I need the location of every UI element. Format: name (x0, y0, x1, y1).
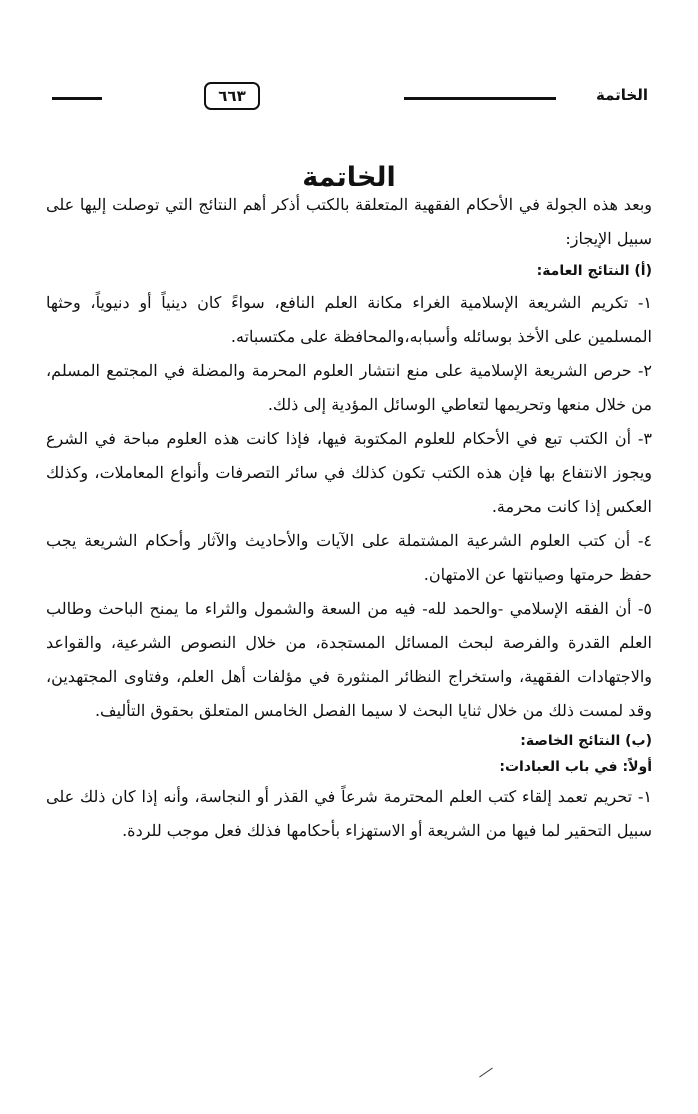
header-rule-right (404, 97, 556, 100)
general-result-1: ١- تكريم الشريعة الإسلامية الغراء مكانة العلم النافع، سواءً كان دينياً أو دنيوياً، وحثها المسلمين على الأخذ بوسائله وأسبابه،والمحافظة على مكتسباته. (46, 293, 653, 346)
general-result-4: ٤- أن كتب العلوم الشرعية المشتملة على الآيات والأحاديث والآثار وأحكام الشريعة يجب حفظ حرمتها وصيانتها عن الامتهان. (46, 531, 652, 584)
body-text (46, 188, 652, 848)
general-result-3: ٣- أن الكتب تبع في الأحكام للعلوم المكتوبة فيها، فإذا كانت هذه العلوم مباحة في الشرع ويجوز الانتفاع بها فإن هذه الكتب تكون كذلك في سائر التصرفات وأنواع المعاملات، وكذلك العكس إذا كانت محرمة. (46, 429, 652, 516)
page-number: ٦٦٣ (204, 82, 260, 110)
intro-paragraph: وبعد هذه الجولة في الأحكام الفقهية المتعلقة بالكتب أذكر أهم النتائج التي توصلت إليها على سبيل الإيجاز: (46, 195, 653, 248)
section-a-heading: (أ) النتائج العامة: (536, 263, 652, 279)
section-b-subheading: أولاً: في باب العبادات: (499, 759, 652, 775)
header-rule-left (52, 97, 102, 100)
section-b-heading: (ب) النتائج الخاصة: (520, 733, 652, 749)
running-header-title: الخاتمة (595, 86, 648, 104)
stray-pen-mark (479, 1068, 493, 1078)
specific-result-1: ١- تحريم تعمد إلقاء كتب العلم المحترمة شرعاً في القذر أو النجاسة، وأنه إذا كان ذلك على سبيل التحقير لما فيها من الشريعة أو الاستهزاء بأحكامها فذلك فعل موجب للردة. (46, 787, 652, 840)
general-result-5: ٥- أن الفقه الإسلامي -والحمد لله- فيه من السعة والشمول والثراء ما يمنح الباحث وطالب العلم القدرة والفرصة لبحث المسائل المستجدة، من خلال النصوص الشرعية، والقواعد والاجتهادات الفقهية، واستخراج النظائر المنثورة في مؤلفات أهل العلم، وفتاوى المجتهدين، وقد لمست ذلك من خلال ثنايا البحث لا سيما الفصل الخامس المتعلق بحقوق التأليف. (46, 599, 652, 720)
running-header (52, 80, 648, 110)
general-result-2: ٢- حرص الشريعة الإسلامية على منع انتشار العلوم المحرمة والمضلة في المجتمع المسلم، من خلال منعها وتحريمها لتعاطي الوسائل المؤدية إلى ذلك. (46, 361, 652, 414)
chapter-heading: الخاتمة (302, 162, 396, 194)
